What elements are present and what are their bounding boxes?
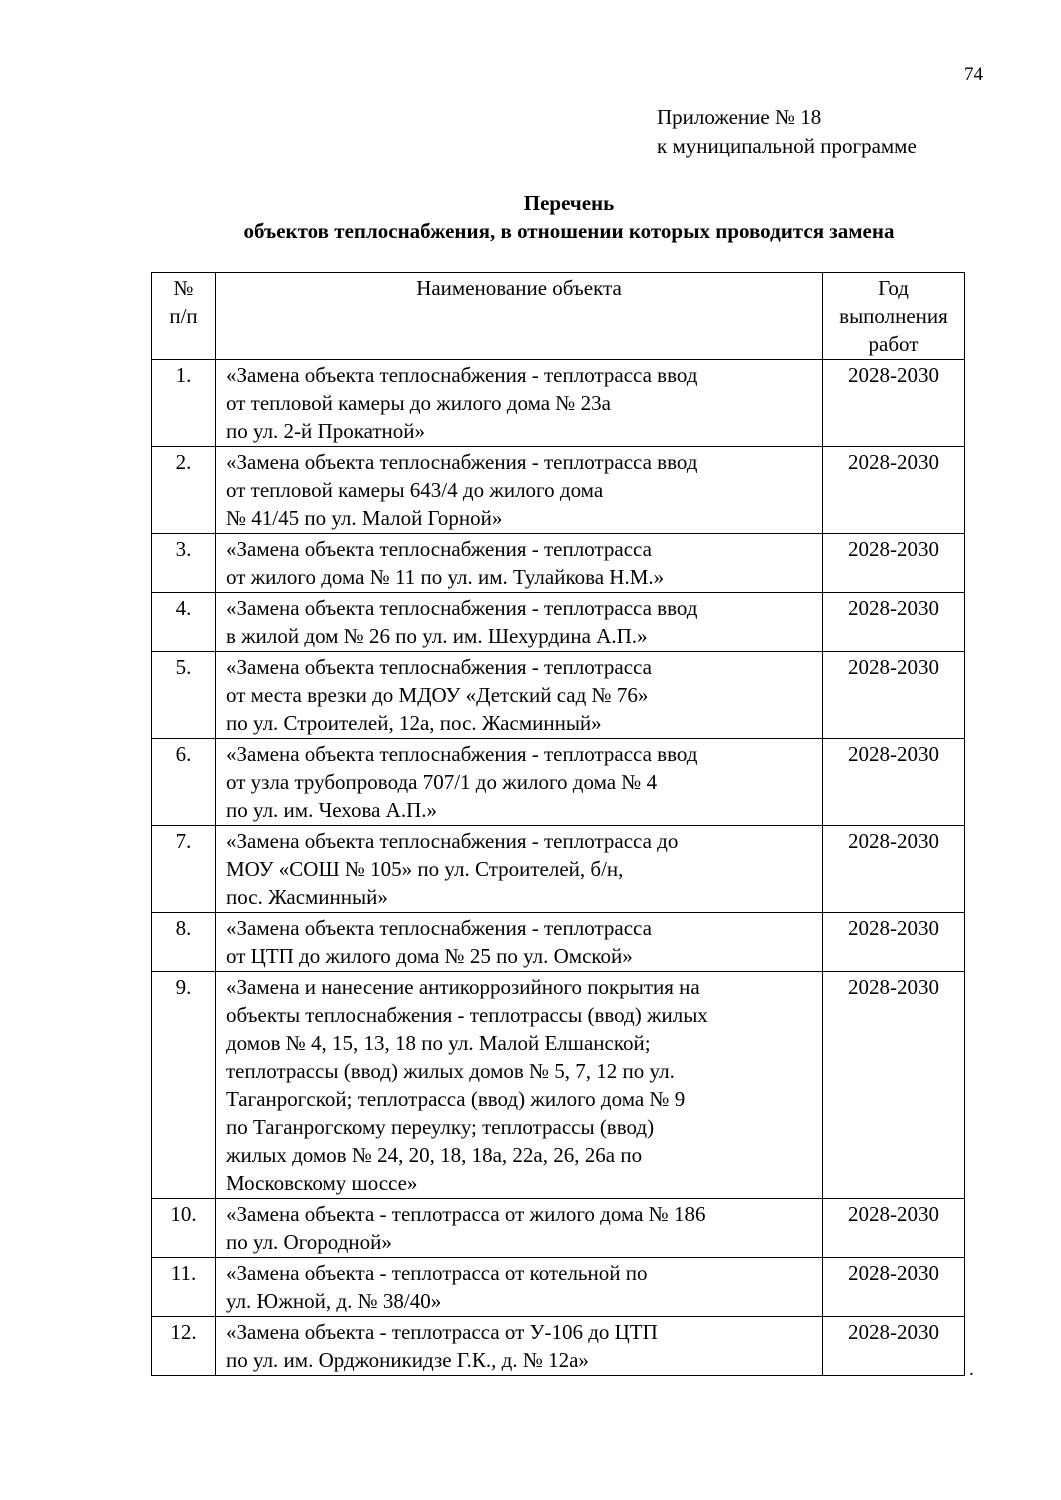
page-number: 74 bbox=[964, 64, 983, 85]
objects-table-wrapper bbox=[151, 272, 965, 1376]
trailing-mark: . bbox=[969, 1359, 974, 1380]
appendix-line-1: Приложение № 18 bbox=[657, 105, 822, 129]
object-name: «Замена объекта теплоснабжения - теплотрасса от места врезки до МДОУ «Детский сад № 76» по ул. Строителей, 12а, пос. Жасминный» bbox=[216, 652, 823, 739]
title-line-1: Перечень bbox=[523, 191, 615, 215]
document-title bbox=[0, 189, 1061, 245]
appendix-note bbox=[657, 103, 917, 161]
row-number: 1. bbox=[152, 360, 216, 447]
object-name: «Замена объекта теплоснабжения - теплотрасса ввод от тепловой камеры 643/4 до жилого дома № 41/45 по ул. Малой Горной» bbox=[216, 447, 823, 534]
table-body bbox=[152, 360, 965, 1376]
appendix-line-2: к муниципальной программе bbox=[657, 134, 917, 158]
object-name: «Замена объекта теплоснабжения - теплотрасса от ЦТП до жилого дома № 25 по ул. Омской» bbox=[216, 913, 823, 972]
row-number: 6. bbox=[152, 739, 216, 826]
objects-table bbox=[151, 272, 965, 1376]
row-number: 8. bbox=[152, 913, 216, 972]
row-number: 2. bbox=[152, 447, 216, 534]
work-years: 2028-2030 bbox=[823, 447, 965, 534]
object-name: «Замена объекта - теплотрасса от У-106 до ЦТП по ул. им. Орджоникидзе Г.К., д. № 12а» bbox=[216, 1317, 823, 1376]
row-number: 3. bbox=[152, 534, 216, 593]
row-number: 7. bbox=[152, 826, 216, 913]
object-name: «Замена объекта - теплотрасса от жилого дома № 186 по ул. Огородной» bbox=[216, 1199, 823, 1258]
row-number: 10. bbox=[152, 1199, 216, 1258]
object-name: «Замена объекта теплоснабжения - теплотрасса ввод в жилой дом № 26 по ул. им. Шехурдина А.П.» bbox=[216, 593, 823, 652]
table-row bbox=[152, 360, 965, 447]
table-row bbox=[152, 652, 965, 739]
table-row bbox=[152, 972, 965, 1199]
header-name: Наименование объекта bbox=[216, 273, 823, 360]
header-year: Год выполнения работ bbox=[823, 273, 965, 360]
object-name: «Замена объекта - теплотрасса от котельной по ул. Южной, д. № 38/40» bbox=[216, 1258, 823, 1317]
table-row bbox=[152, 1317, 965, 1376]
row-number: 5. bbox=[152, 652, 216, 739]
work-years: 2028-2030 bbox=[823, 739, 965, 826]
object-name: «Замена объекта теплоснабжения - теплотрасса ввод от тепловой камеры до жилого дома № 23а по ул. 2-й Прокатной» bbox=[216, 360, 823, 447]
work-years: 2028-2030 bbox=[823, 1258, 965, 1317]
work-years: 2028-2030 bbox=[823, 913, 965, 972]
object-name: «Замена и нанесение антикоррозийного покрытия на объекты теплоснабжения - теплотрассы (ввод) жилых домов № 4, 15, 13, 18 по ул. Малой Елшанской; теплотрассы (ввод) жилых домов № 5, 7, 12 по ул. Таганрогской; теплотрасса (ввод) жилого дома № 9 по Таганрогскому переулку; теплотрассы (ввод) жилых домов № 24, 20, 18, 18а, 22а, 26, 26а по Московскому шоссе» bbox=[216, 972, 823, 1199]
object-name: «Замена объекта теплоснабжения - теплотрасса до МОУ «СОШ № 105» по ул. Строителей, б/н, пос. Жасминный» bbox=[216, 826, 823, 913]
table-row bbox=[152, 913, 965, 972]
work-years: 2028-2030 bbox=[823, 826, 965, 913]
table-row bbox=[152, 534, 965, 593]
row-number: 9. bbox=[152, 972, 216, 1199]
work-years: 2028-2030 bbox=[823, 534, 965, 593]
work-years: 2028-2030 bbox=[823, 360, 965, 447]
table-header-row bbox=[152, 273, 965, 360]
table-row bbox=[152, 826, 965, 913]
work-years: 2028-2030 bbox=[823, 1317, 965, 1376]
work-years: 2028-2030 bbox=[823, 972, 965, 1199]
row-number: 11. bbox=[152, 1258, 216, 1317]
object-name: «Замена объекта теплоснабжения - теплотрасса от жилого дома № 11 по ул. им. Тулайкова Н.М.» bbox=[216, 534, 823, 593]
table-row bbox=[152, 739, 965, 826]
table-row bbox=[152, 1258, 965, 1317]
object-name: «Замена объекта теплоснабжения - теплотрасса ввод от узла трубопровода 707/1 до жилого дома № 4 по ул. им. Чехова А.П.» bbox=[216, 739, 823, 826]
table-row bbox=[152, 593, 965, 652]
table-row bbox=[152, 447, 965, 534]
work-years: 2028-2030 bbox=[823, 593, 965, 652]
header-num: № п/п bbox=[152, 273, 216, 360]
work-years: 2028-2030 bbox=[823, 1199, 965, 1258]
table-row bbox=[152, 1199, 965, 1258]
row-number: 4. bbox=[152, 593, 216, 652]
row-number: 12. bbox=[152, 1317, 216, 1376]
title-line-2: объектов теплоснабжения, в отношении которых проводится замена bbox=[243, 219, 895, 243]
work-years: 2028-2030 bbox=[823, 652, 965, 739]
